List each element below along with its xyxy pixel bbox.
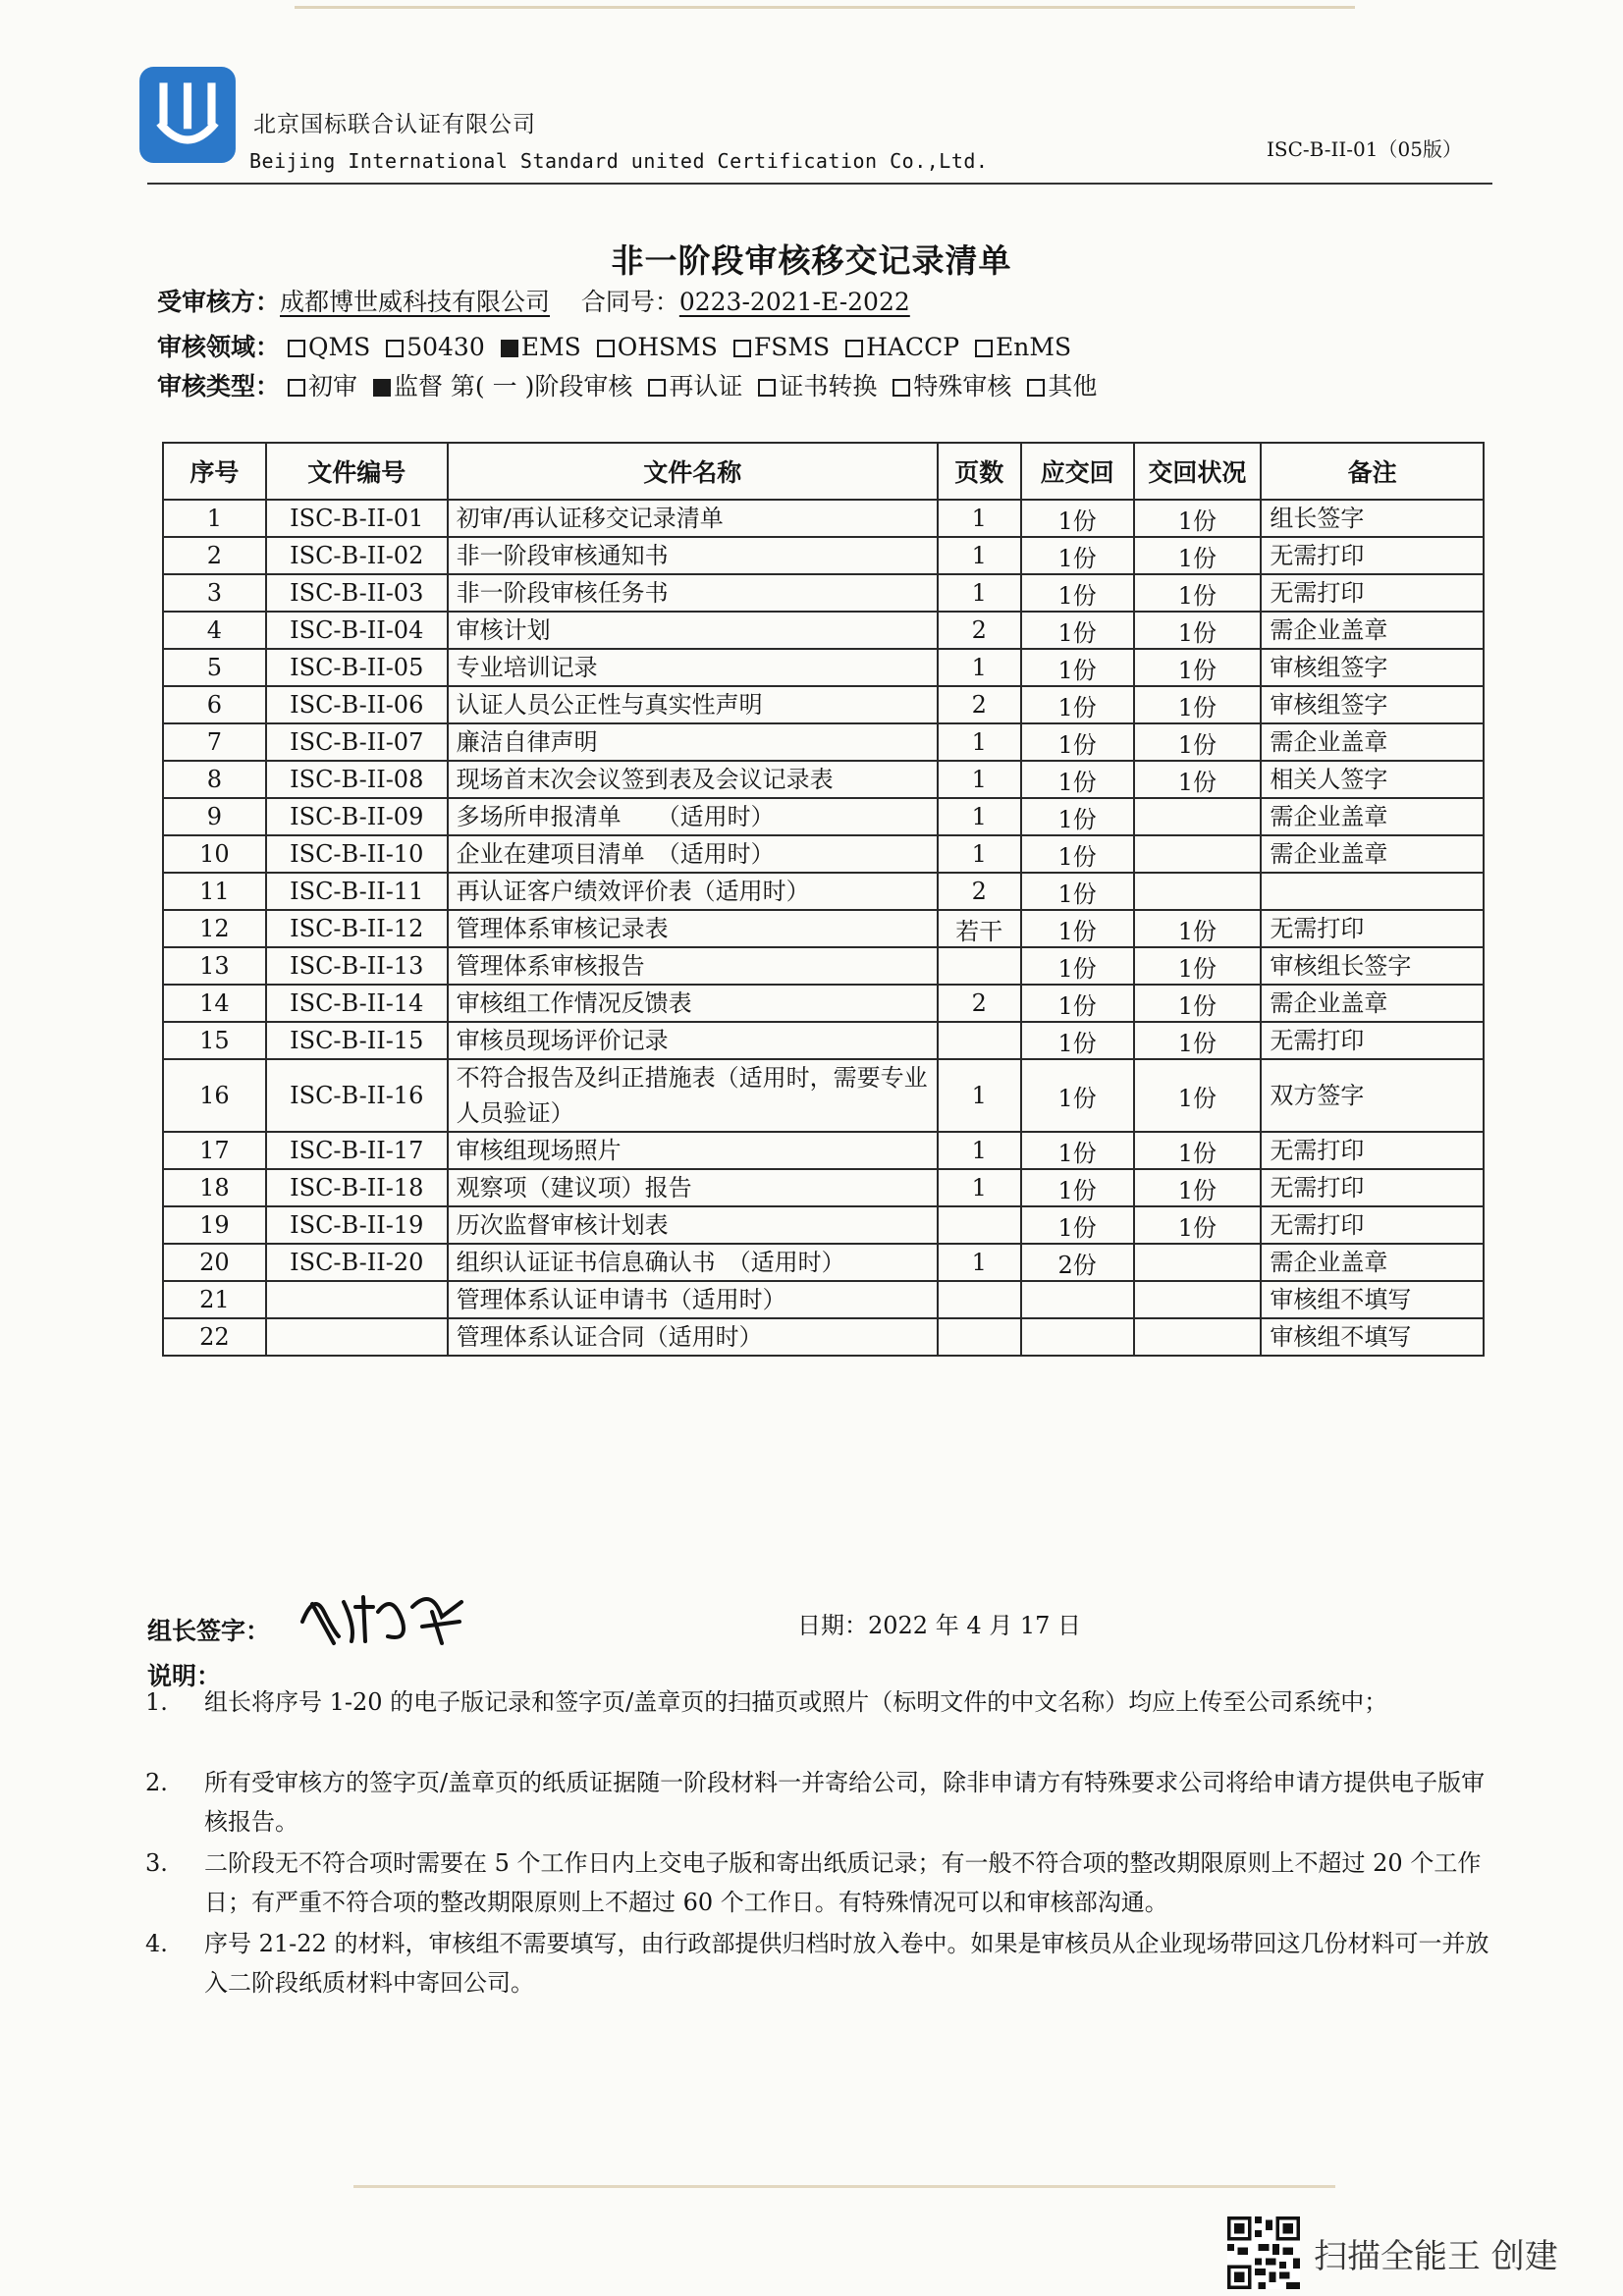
audit-type-option-label: 其他 [1048, 372, 1098, 400]
cell-required: 1份 [1021, 873, 1134, 910]
unchecked-box-icon [386, 340, 404, 357]
company-name-cn: 北京国标联合认证有限公司 [253, 112, 536, 137]
table-row [163, 1206, 1484, 1244]
cell-doc-number: ISC-B-II-01 [266, 500, 448, 537]
audit-field-option-label: OHSMS [617, 333, 718, 361]
cell-returned: 1份 [1134, 500, 1262, 537]
cell-returned [1134, 1281, 1262, 1318]
cell-pages [938, 947, 1021, 985]
audit-type-option-label: 初审 [307, 372, 357, 400]
table-row [163, 873, 1484, 910]
cell-pages: 1 [938, 1132, 1021, 1169]
cell-required: 1份 [1021, 612, 1134, 649]
document-code: ISC-B-II-01（05版） [1267, 137, 1462, 161]
unchecked-box-icon [758, 379, 776, 397]
note-number: 1. [145, 1688, 168, 1716]
cell-remarks: 无需打印 [1261, 1169, 1484, 1206]
cell-doc-name: 企业在建项目清单 （适用时） [448, 835, 938, 873]
table-row [163, 761, 1484, 798]
cell-doc-number [266, 1281, 448, 1318]
cell-returned: 1份 [1134, 947, 1262, 985]
cell-remarks: 需企业盖章 [1261, 1244, 1484, 1281]
cell-seq: 17 [163, 1132, 266, 1169]
note-1 [145, 1682, 1500, 1722]
cell-returned: 1份 [1134, 537, 1262, 574]
cell-required: 1份 [1021, 537, 1134, 574]
cell-remarks: 需企业盖章 [1261, 612, 1484, 649]
unchecked-box-icon [597, 340, 615, 357]
cell-required: 1份 [1021, 1169, 1134, 1206]
cell-pages: 2 [938, 873, 1021, 910]
cell-doc-name: 现场首末次会议签到表及会议记录表 [448, 761, 938, 798]
cell-doc-number: ISC-B-II-11 [266, 873, 448, 910]
audit-type-option-5 [1027, 372, 1097, 400]
unchecked-box-icon [975, 340, 993, 357]
note-text: 二阶段无不符合项时需要在 5 个工作日内上交电子版和寄出纸质记录；有一般不符合项的整改期限原则上不超过 20 个工作日；有严重不符合项的整改期限原则上不超过 60 个工作日。有特殊情况可以和审核部沟通。 [204, 1849, 1482, 1916]
cell-remarks: 无需打印 [1261, 1206, 1484, 1244]
cell-returned: 1份 [1134, 1022, 1262, 1059]
cell-required: 1份 [1021, 1206, 1134, 1244]
cell-seq: 21 [163, 1281, 266, 1318]
cell-remarks: 相关人签字 [1261, 761, 1484, 798]
audit-field-option-label: QMS [307, 333, 371, 361]
audit-field-option-0 [288, 333, 370, 361]
cell-seq: 22 [163, 1318, 266, 1356]
cell-doc-number [266, 1318, 448, 1356]
audit-field-option-5 [845, 333, 959, 361]
cell-remarks [1261, 873, 1484, 910]
cell-doc-name: 管理体系认证申请书（适用时） [448, 1281, 938, 1318]
table-row [163, 723, 1484, 761]
table-row [163, 537, 1484, 574]
header-seq: 序号 [163, 443, 266, 500]
note-text: 序号 21-22 的材料，审核组不需要填写，由行政部提供归档时放入卷中。如果是审核员从企业现场带回这几份材料可一并放入二阶段纸质材料中寄回公司。 [204, 1930, 1489, 1997]
cell-pages: 1 [938, 761, 1021, 798]
cell-doc-number: ISC-B-II-07 [266, 723, 448, 761]
cell-doc-name: 非一阶段审核通知书 [448, 537, 938, 574]
cell-pages: 1 [938, 835, 1021, 873]
cell-remarks: 需企业盖章 [1261, 798, 1484, 835]
cell-doc-number: ISC-B-II-18 [266, 1169, 448, 1206]
cell-doc-name: 认证人员公正性与真实性声明 [448, 686, 938, 723]
cell-doc-name: 非一阶段审核任务书 [448, 574, 938, 612]
cell-pages [938, 1318, 1021, 1356]
cell-seq: 4 [163, 612, 266, 649]
header-doc-number: 文件编号 [266, 443, 448, 500]
cell-doc-name: 专业培训记录 [448, 649, 938, 686]
audit-field-option-2 [501, 333, 581, 361]
cell-pages: 2 [938, 686, 1021, 723]
note-number: 4. [145, 1930, 168, 1957]
audit-type-option-0 [288, 372, 357, 400]
cell-seq: 20 [163, 1244, 266, 1281]
cell-doc-name: 审核计划 [448, 612, 938, 649]
cell-returned: 1份 [1134, 612, 1262, 649]
cell-remarks: 无需打印 [1261, 1022, 1484, 1059]
cell-required: 1份 [1021, 835, 1134, 873]
audit-field-line [157, 328, 1087, 363]
isc-logo-icon [137, 65, 238, 165]
table-row [163, 1022, 1484, 1059]
cell-seq: 14 [163, 985, 266, 1022]
table-row [163, 1132, 1484, 1169]
cell-doc-number: ISC-B-II-13 [266, 947, 448, 985]
audit-field-label: 审核领域： [157, 333, 281, 361]
cell-doc-name: 审核员现场评价记录 [448, 1022, 938, 1059]
cell-doc-name: 多场所申报清单 （适用时） [448, 798, 938, 835]
table-row [163, 798, 1484, 835]
table-row [163, 1059, 1484, 1132]
cell-doc-name: 廉洁自律声明 [448, 723, 938, 761]
cell-required: 1份 [1021, 761, 1134, 798]
table-row [163, 835, 1484, 873]
header-remarks: 备注 [1261, 443, 1484, 500]
unchecked-box-icon [648, 379, 666, 397]
cell-seq: 16 [163, 1059, 266, 1132]
table-row [163, 574, 1484, 612]
cell-returned: 1份 [1134, 910, 1262, 947]
cell-doc-number: ISC-B-II-15 [266, 1022, 448, 1059]
document-title: 非一阶段审核移交记录清单 [611, 241, 1012, 280]
table-row [163, 649, 1484, 686]
unchecked-box-icon [733, 340, 751, 357]
cell-doc-number: ISC-B-II-17 [266, 1132, 448, 1169]
cell-pages [938, 1281, 1021, 1318]
cell-seq: 5 [163, 649, 266, 686]
cell-returned: 1份 [1134, 574, 1262, 612]
note-number: 2. [145, 1769, 168, 1796]
cell-required: 1份 [1021, 723, 1134, 761]
cell-remarks: 审核组签字 [1261, 686, 1484, 723]
cell-doc-number: ISC-B-II-20 [266, 1244, 448, 1281]
cell-required: 1份 [1021, 947, 1134, 985]
audit-field-option-label: 50430 [406, 333, 485, 361]
table-row [163, 947, 1484, 985]
header-required: 应交回 [1021, 443, 1134, 500]
cell-returned: 1份 [1134, 723, 1262, 761]
cell-pages: 1 [938, 1059, 1021, 1132]
cell-doc-name: 历次监督审核计划表 [448, 1206, 938, 1244]
cell-doc-number: ISC-B-II-05 [266, 649, 448, 686]
table-row [163, 612, 1484, 649]
cell-required: 1份 [1021, 574, 1134, 612]
cell-doc-name: 管理体系认证合同（适用时） [448, 1318, 938, 1356]
cell-doc-number: ISC-B-II-19 [266, 1206, 448, 1244]
audit-field-option-4 [733, 333, 830, 361]
cell-doc-name: 观察项（建议项）报告 [448, 1169, 938, 1206]
cell-pages: 2 [938, 612, 1021, 649]
cell-seq: 12 [163, 910, 266, 947]
audit-type-option-3 [758, 372, 877, 400]
note-text: 所有受审核方的签字页/盖章页的纸质证据随一阶段材料一并寄给公司，除非申请方有特殊要求公司将给申请方提供电子版审核报告。 [204, 1769, 1486, 1836]
cell-doc-number: ISC-B-II-09 [266, 798, 448, 835]
cell-seq: 2 [163, 537, 266, 574]
table-row [163, 910, 1484, 947]
transfer-record-table [162, 442, 1485, 1357]
cell-remarks: 组长签字 [1261, 500, 1484, 537]
cell-pages: 2 [938, 985, 1021, 1022]
header-returned: 交回状况 [1134, 443, 1262, 500]
cell-doc-name: 管理体系审核报告 [448, 947, 938, 985]
cell-doc-name: 组织认证证书信息确认书 （适用时） [448, 1244, 938, 1281]
cell-required: 1份 [1021, 686, 1134, 723]
cell-seq: 1 [163, 500, 266, 537]
cell-returned: 1份 [1134, 1059, 1262, 1132]
cell-returned [1134, 835, 1262, 873]
contract-label: 合同号： [580, 288, 679, 316]
cell-seq: 19 [163, 1206, 266, 1244]
cell-remarks: 需企业盖章 [1261, 723, 1484, 761]
cell-required: 2份 [1021, 1244, 1134, 1281]
cell-pages: 若干 [938, 910, 1021, 947]
cell-seq: 6 [163, 686, 266, 723]
cell-doc-number: ISC-B-II-14 [266, 985, 448, 1022]
cell-doc-number: ISC-B-II-08 [266, 761, 448, 798]
cell-remarks: 需企业盖章 [1261, 835, 1484, 873]
cell-pages: 1 [938, 1244, 1021, 1281]
audit-type-option-label: 再认证 [669, 372, 743, 400]
audit-field-option-label: FSMS [753, 333, 831, 361]
cell-returned: 1份 [1134, 649, 1262, 686]
cell-remarks: 审核组长签字 [1261, 947, 1484, 985]
audit-type-option-label: 特殊审核 [913, 372, 1012, 400]
watermark-text: 扫描全能王 创建 [1314, 2236, 1558, 2276]
cell-doc-name: 初审/再认证移交记录清单 [448, 500, 938, 537]
cell-doc-name: 审核组现场照片 [448, 1132, 938, 1169]
unchecked-box-icon [288, 340, 305, 357]
cell-returned [1134, 1318, 1262, 1356]
note-number: 3. [145, 1849, 168, 1877]
date-text: 日期：2022 年 4 月 17 日 [797, 1612, 1082, 1639]
cell-seq: 10 [163, 835, 266, 873]
cell-doc-number: ISC-B-II-12 [266, 910, 448, 947]
cell-required: 1份 [1021, 1022, 1134, 1059]
cell-remarks: 无需打印 [1261, 537, 1484, 574]
scan-edge-top [295, 6, 1355, 9]
audit-type-option-4 [893, 372, 1011, 400]
cell-returned [1134, 873, 1262, 910]
table-row [163, 686, 1484, 723]
unchecked-box-icon [1027, 379, 1045, 397]
notes-title: 说明： [147, 1662, 222, 1690]
audit-type-line [157, 367, 1112, 402]
table-row [163, 1169, 1484, 1206]
cell-remarks: 无需打印 [1261, 910, 1484, 947]
header-divider [147, 183, 1492, 185]
table-row [163, 1244, 1484, 1281]
cell-returned: 1份 [1134, 761, 1262, 798]
audit-field-option-1 [386, 333, 485, 361]
audit-field-option-label: EMS [520, 333, 581, 361]
cell-seq: 13 [163, 947, 266, 985]
cell-returned: 1份 [1134, 985, 1262, 1022]
cell-seq: 15 [163, 1022, 266, 1059]
cell-remarks: 审核组不填写 [1261, 1318, 1484, 1356]
company-name-en: Beijing International Standard united Certification Co.,Ltd. [249, 149, 989, 173]
cell-remarks: 无需打印 [1261, 1132, 1484, 1169]
cell-seq: 11 [163, 873, 266, 910]
cell-pages: 1 [938, 537, 1021, 574]
auditee-label: 受审核方： [157, 288, 281, 316]
unchecked-box-icon [288, 379, 305, 397]
table-header-row [163, 443, 1484, 500]
audit-type-option-label: 证书转换 [779, 372, 878, 400]
cell-doc-number: ISC-B-II-03 [266, 574, 448, 612]
contract-value: 0223-2021-E-2022 [678, 288, 910, 316]
audit-field-option-label: EnMS [996, 333, 1072, 361]
cell-doc-name: 不符合报告及纠正措施表（适用时，需要专业人员验证） [448, 1059, 938, 1132]
table-row [163, 1281, 1484, 1318]
audit-field-option-3 [597, 333, 718, 361]
cell-doc-name: 审核组工作情况反馈表 [448, 985, 938, 1022]
scan-edge-bottom [353, 2185, 1335, 2188]
cell-doc-number: ISC-B-II-02 [266, 537, 448, 574]
cell-returned [1134, 798, 1262, 835]
leader-sign-label: 组长签字： [147, 1617, 271, 1645]
cell-pages: 1 [938, 649, 1021, 686]
audit-type-option-2 [648, 372, 742, 400]
cell-returned: 1份 [1134, 1169, 1262, 1206]
handwritten-signature [295, 1582, 471, 1651]
cell-required: 1份 [1021, 798, 1134, 835]
qr-code-icon [1227, 2216, 1300, 2289]
table-row [163, 500, 1484, 537]
scanner-watermark [1227, 2216, 1558, 2289]
cell-pages [938, 1022, 1021, 1059]
cell-doc-number: ISC-B-II-10 [266, 835, 448, 873]
cell-doc-number: ISC-B-II-04 [266, 612, 448, 649]
cell-required [1021, 1281, 1134, 1318]
cell-returned: 1份 [1134, 1132, 1262, 1169]
note-text: 组长将序号 1-20 的电子版记录和签字页/盖章页的扫描页或照片（标明文件的中文名称）均应上传至公司系统中； [204, 1688, 1388, 1716]
cell-doc-name: 管理体系审核记录表 [448, 910, 938, 947]
cell-required: 1份 [1021, 649, 1134, 686]
header-doc-name: 文件名称 [448, 443, 938, 500]
audit-type-option-label: 监督 第( 一 )阶段审核 [393, 372, 633, 400]
cell-pages: 1 [938, 723, 1021, 761]
cell-doc-name: 再认证客户绩效评价表（适用时） [448, 873, 938, 910]
cell-pages: 1 [938, 500, 1021, 537]
audit-type-option-1 [373, 372, 632, 400]
cell-pages: 1 [938, 574, 1021, 612]
cell-remarks: 审核组签字 [1261, 649, 1484, 686]
note-2 [145, 1763, 1500, 1842]
cell-required [1021, 1318, 1134, 1356]
audit-field-option-6 [975, 333, 1071, 361]
checked-box-icon [501, 340, 518, 357]
auditee-line [157, 283, 910, 318]
table-row [163, 985, 1484, 1022]
note-3 [145, 1843, 1500, 1922]
cell-remarks: 需企业盖章 [1261, 985, 1484, 1022]
cell-required: 1份 [1021, 985, 1134, 1022]
cell-seq: 7 [163, 723, 266, 761]
cell-remarks: 无需打印 [1261, 574, 1484, 612]
table-row [163, 1318, 1484, 1356]
note-4 [145, 1924, 1500, 2002]
cell-seq: 9 [163, 798, 266, 835]
cell-required: 1份 [1021, 910, 1134, 947]
cell-pages: 1 [938, 798, 1021, 835]
cell-remarks: 审核组不填写 [1261, 1281, 1484, 1318]
cell-required: 1份 [1021, 500, 1134, 537]
checked-box-icon [373, 379, 391, 397]
cell-required: 1份 [1021, 1059, 1134, 1132]
cell-seq: 8 [163, 761, 266, 798]
cell-returned [1134, 1244, 1262, 1281]
cell-seq: 3 [163, 574, 266, 612]
cell-returned: 1份 [1134, 1206, 1262, 1244]
auditee-value: 成都博世威科技有限公司 [280, 288, 551, 316]
unchecked-box-icon [893, 379, 910, 397]
unchecked-box-icon [845, 340, 863, 357]
header-pages: 页数 [938, 443, 1021, 500]
audit-field-option-label: HACCP [866, 333, 960, 361]
cell-pages [938, 1206, 1021, 1244]
cell-seq: 18 [163, 1169, 266, 1206]
cell-pages: 1 [938, 1169, 1021, 1206]
cell-returned: 1份 [1134, 686, 1262, 723]
cell-doc-number: ISC-B-II-06 [266, 686, 448, 723]
cell-required: 1份 [1021, 1132, 1134, 1169]
audit-type-label: 审核类型： [157, 372, 281, 400]
cell-doc-number: ISC-B-II-16 [266, 1059, 448, 1132]
cell-remarks: 双方签字 [1261, 1059, 1484, 1132]
